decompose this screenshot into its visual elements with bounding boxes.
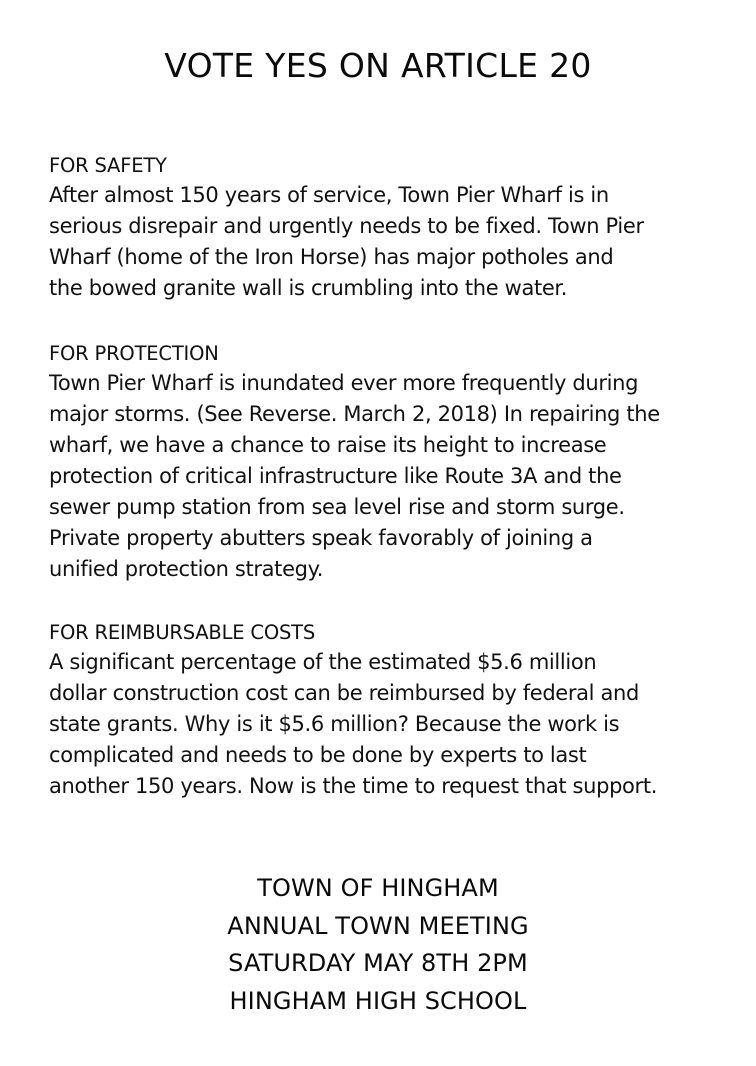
meeting-info <box>0 870 756 1020</box>
body-line: protection of critical infrastructure like Route 3A and the <box>49 464 622 488</box>
body-line: state grants. Why is it $5.6 million? Because the work is <box>49 712 620 736</box>
body-line: A significant percentage of the estimated $5.6 million <box>49 650 597 674</box>
section-body <box>49 180 739 304</box>
body-line: sewer pump station from sea level rise and storm surge. <box>49 495 625 519</box>
body-line: wharf, we have a chance to raise its height to increase <box>49 433 607 457</box>
section-heading: FOR SAFETY <box>49 154 167 177</box>
section-body <box>49 368 739 585</box>
section-reimbursable-costs <box>49 619 739 802</box>
body-line: dollar construction cost can be reimbursed by federal and <box>49 681 639 705</box>
body-line: serious disrepair and urgently needs to be fixed. Town Pier <box>49 214 644 238</box>
body-line: complicated and needs to be done by experts to last <box>49 743 587 767</box>
meeting-datetime: SATURDAY MAY 8TH 2PM <box>228 949 528 977</box>
body-line: Wharf (home of the Iron Horse) has major potholes and <box>49 245 614 269</box>
section-safety <box>49 152 739 304</box>
body-line: unified protection strategy. <box>49 557 324 581</box>
body-line: After almost 150 years of service, Town Pier Wharf is in <box>49 183 609 207</box>
body-line: the bowed granite wall is crumbling into the water. <box>49 276 568 300</box>
body-line: major storms. (See Reverse. March 2, 2018) In repairing the <box>49 402 660 426</box>
meeting-name: ANNUAL TOWN MEETING <box>227 911 529 940</box>
page-title: VOTE YES ON ARTICLE 20 <box>164 46 592 85</box>
meeting-organizer: TOWN OF HINGHAM <box>257 874 499 902</box>
section-heading: FOR PROTECTION <box>49 342 219 365</box>
body-line: Town Pier Wharf is inundated ever more frequently during <box>49 371 639 395</box>
body-line: another 150 years. Now is the time to request that support. <box>49 774 658 798</box>
meeting-location: HINGHAM HIGH SCHOOL <box>229 986 527 1015</box>
section-protection <box>49 340 739 585</box>
section-body <box>49 647 739 802</box>
body-line: Private property abutters speak favorably of joining a <box>49 526 593 550</box>
section-heading: FOR REIMBURSABLE COSTS <box>49 621 316 644</box>
